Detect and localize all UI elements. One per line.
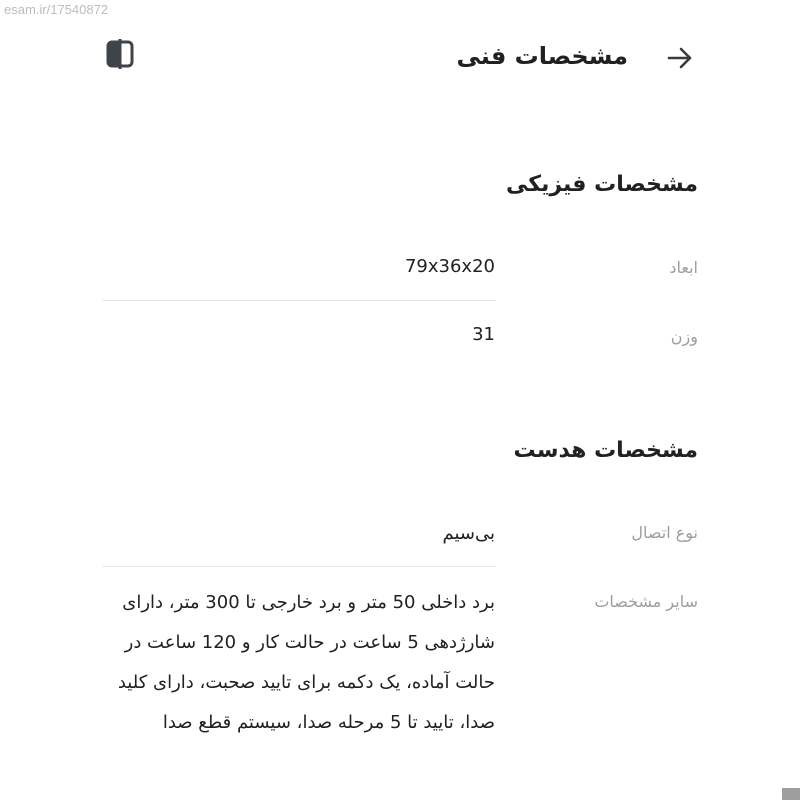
spec-label-dimensions: ابعاد xyxy=(669,258,698,277)
page-title: مشخصات فنی xyxy=(456,42,628,70)
header xyxy=(0,0,800,110)
divider xyxy=(102,300,496,301)
divider xyxy=(102,566,496,567)
corner-mark xyxy=(782,788,800,800)
section-title-headset: مشخصات هدست xyxy=(513,438,698,463)
section-title-physical: مشخصات فیزیکی xyxy=(506,172,698,197)
compare-button[interactable] xyxy=(100,34,140,74)
spec-label-connection: نوع اتصال xyxy=(631,523,698,542)
spec-value-other: برد داخلی 50 متر و برد خارجی تا 300 متر، دارای شارژدهی 5 ساعت در حالت کار و 120 ساعت در حالت آماده، یک دکمه برای تایید صحبت، دارای کلید صدا، تایید تا 5 مرحله صدا، سیستم قطع صدا xyxy=(117,592,495,733)
back-button[interactable] xyxy=(660,38,700,78)
spec-value-weight: 31 xyxy=(472,324,495,345)
spec-label-weight: وزن xyxy=(670,327,698,346)
spec-label-other: سایر مشخصات xyxy=(594,592,698,611)
spec-value-connection: بی‌سیم xyxy=(442,523,495,544)
arrow-right-icon xyxy=(665,43,695,73)
spec-value-dimensions: 79x36x20 xyxy=(404,256,495,277)
compare-icon xyxy=(104,38,136,70)
watermark: esam.ir/17540872 xyxy=(4,2,109,17)
